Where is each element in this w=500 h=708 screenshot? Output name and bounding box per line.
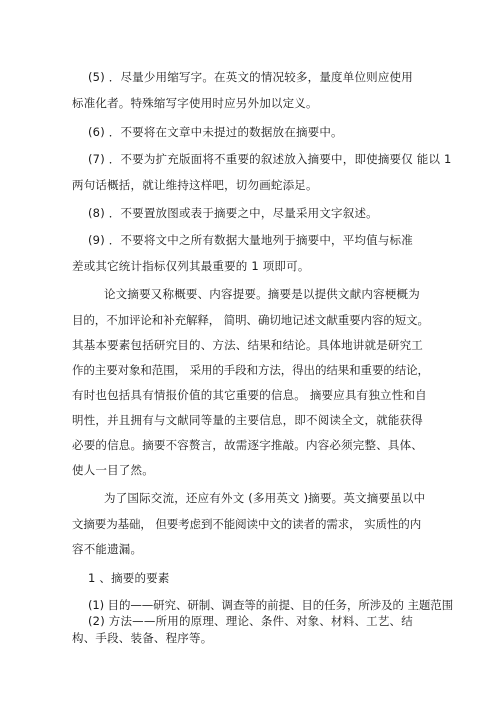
list-item-purpose: (1) 目的——研究、研制、调查等的前提、目的任务，所涉及的 主题范围: [88, 598, 454, 612]
paragraph-abstract-line-4: 作的主要对象和范围， 采用的手段和方法，得出的结果和重要的结论，: [72, 363, 429, 377]
text-line-item-5: (5) ．尽量少用缩写字。在英文的情况较多，量度单位则应使用: [88, 70, 413, 84]
paragraph-abstract-line-6: 明性，并且拥有与文献同等量的主要信息，即不阅读全文，就能获得: [72, 413, 423, 427]
paragraph-abstract-line-1: 论文摘要又称概要、内容提要。摘要是以提供文献内容梗概为: [104, 287, 420, 301]
text-line-item-7: (7) ．不要为扩充版面将不重要的叙述放入摘要中，即使摘要仅 能以 1: [88, 152, 452, 166]
text-line-item-9-cont: 差或其它统计指标仅列其最重要的 1 项即可。: [72, 259, 310, 273]
list-item-method-cont: 构、手段、装备、程序等。: [72, 631, 213, 645]
paragraph-foreign-line-2: 文摘要为基础， 但要考虑到不能阅读中文的读者的需求， 实质性的内: [72, 517, 422, 531]
text-line-item-8: (8) ．不要置放图或表于摘要之中，尽量采用文字叙述。: [88, 206, 378, 220]
paragraph-foreign-line-3: 容不能遗漏。: [72, 542, 143, 556]
list-item-method: (2) 方法——所用的原理、理论、条件、对象、材料、工艺、结: [88, 614, 413, 628]
text-line-item-7-cont: 两句话概括，就让维持这样吧，切勿画蛇添足。: [72, 178, 318, 192]
text-line-item-5-cont: 标准化者。特殊缩写字使用时应另外加以定义。: [72, 96, 318, 110]
paragraph-foreign-line-1: 为了国际交流，还应有外文 (多用英文 )摘要。英文摘要虽以中: [104, 491, 426, 505]
paragraph-abstract-line-3: 其基本要素包括研究目的、方法、结果和结论。具体地讲就是研究工: [72, 338, 423, 352]
paragraph-abstract-line-5: 有时也包括具有情报价值的其它重要的信息。 摘要应具有独立性和自: [72, 388, 427, 402]
paragraph-abstract-line-2: 目的，不加评论和补充解释， 简明、确切地记述文献重要内容的短文。: [72, 313, 429, 327]
text-line-item-9: (9) ．不要将文中之所有数据大量地列于摘要中，平均值与标准: [88, 233, 413, 247]
text-line-item-6: (6) ．不要将在文章中未提过的数据放在摘要中。: [88, 125, 343, 139]
paragraph-abstract-line-8: 使人一目了然。: [72, 463, 154, 477]
paragraph-abstract-line-7: 必要的信息。摘要不容赘言，故需逐字推敲。内容必须完整、具体、: [72, 438, 423, 452]
section-heading-elements: 1 、摘要的要素: [88, 571, 170, 585]
